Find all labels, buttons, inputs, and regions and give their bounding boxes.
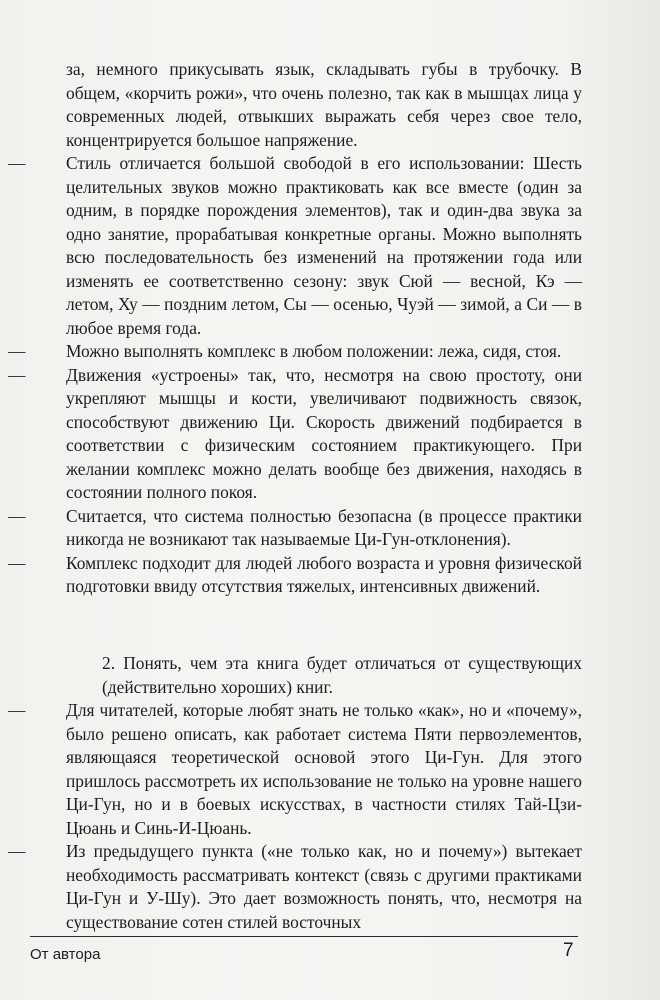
dash-marker: —	[8, 153, 26, 173]
list-item	[8, 340, 582, 364]
dash-marker: —	[8, 552, 26, 573]
list-item	[8, 699, 582, 840]
intro-paragraph: за, немного прикусывать язык, складывать губы в трубочку. В общем, «корчить рожи», что очень полезно, так как в мышцах лица у современных людей, отвыкших выражать себя через свое тело, концентрируется большое напряжение.	[66, 59, 582, 150]
footer-rule	[30, 936, 578, 937]
list-item	[8, 152, 582, 340]
text-block-upper	[8, 58, 582, 599]
bullet-text: Считается, что система полностью безопасна (в процессе практики никогда не возникают так называемые Ци-Гун-отклонения).	[66, 505, 582, 549]
bullet-text: Для читателей, которые любят знать не только «как», но и «почему», было решено описать, как работает система Пяти первоэлементов, являющаяся теоретической основой этого Ци-Гун. Для этого пришлось рассмотреть их использование не только на уровне нашего Ци-Гун, но и в боевых искусствах, в частности стилях Тай-Цзи-Цюань и Синь-И-Цюань.	[66, 700, 582, 838]
dash-marker: —	[8, 341, 26, 361]
list-item	[8, 364, 582, 505]
dash-marker: —	[8, 505, 26, 526]
bullet-text: Комплекс подходит для людей любого возраста и уровня физической подготовки ввиду отсутствия тяжелых, интенсивных движений.	[66, 552, 582, 596]
list-item	[8, 505, 582, 552]
numbered-point: 2. Понять, чем эта книга будет отличаться от существующих (действительно хороших) книг.	[102, 653, 582, 697]
dash-marker: —	[8, 700, 26, 720]
bullet-text: Можно выполнять комплекс в любом положении: лежа, сидя, стоя.	[66, 341, 562, 361]
dash-marker: —	[8, 841, 26, 861]
text-block-lower	[8, 652, 582, 934]
bullet-text: Из предыдущего пункта («не только как, но и почему») вытекает необходимость рассматривать контекст (связь с другими практиками Ци-Гун и У-Шу). Это дает возможность понять, что, несмотря на существование сотен стилей восточных	[66, 841, 582, 932]
list-item	[8, 840, 582, 934]
bullet-text: Стиль отличается большой свободой в его использовании: Шесть целительных звуков можно практиковать как все вместе (один за одним, в порядке порождения элементов), так и один-два звука за одно занятие, прорабатывая конкретные органы. Можно выполнять всю последовательность без изменений на протяжении года или изменять ее соответственно сезону: звук Сюй — весной, Кэ — летом, Ху — поздним летом, Сы — осенью, Чуэй — зимой, а Си — в любое время года.	[66, 153, 582, 338]
list-item	[8, 552, 582, 599]
bullet-text: Движения «устроены» так, что, несмотря на свою простоту, они укрепляют мышцы и кости, увеличивают подвижность связок, способствуют движению Ци. Скорость движений подбирается в соответствии с физическим состоянием практикующего. При желании комплекс можно делать вообще без движения, находясь в состоянии полного покоя.	[66, 364, 582, 502]
footer-section-title: От автора	[30, 946, 101, 963]
page-number: 7	[563, 940, 574, 961]
dash-marker: —	[8, 364, 26, 385]
